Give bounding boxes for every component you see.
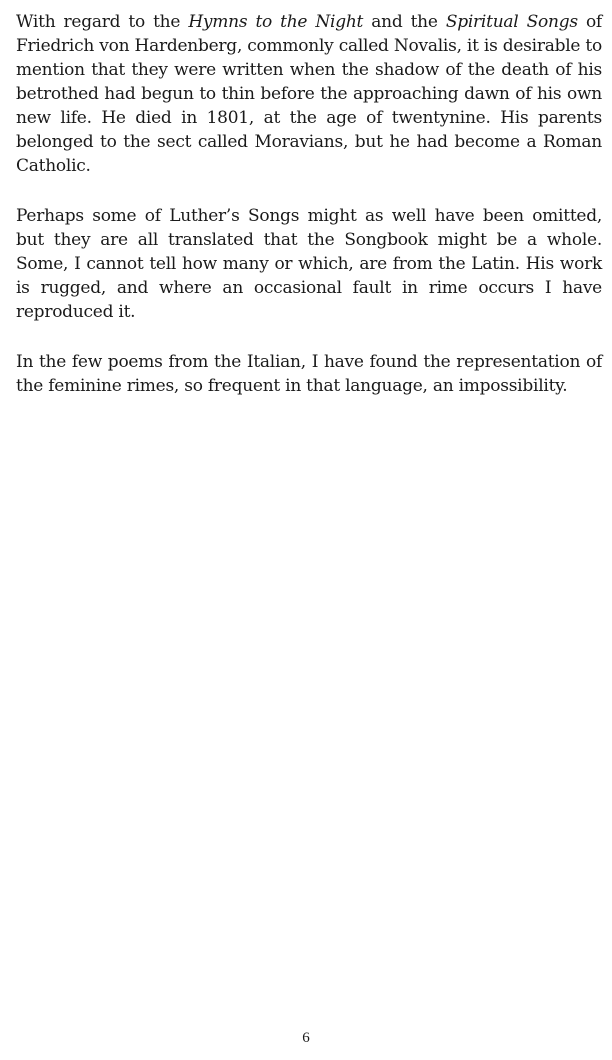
title-hymns-to-the-night: Hymns to the Night [188,12,364,32]
title-spiritual-songs: Spiritual Songs [445,12,578,32]
page-number: 6 [302,1030,310,1046]
page-body [16,10,602,424]
paragraph-novalis-conjunction: and the [363,12,446,32]
paragraph-novalis-intro: With regard to the [16,12,189,32]
paragraph-novalis [16,10,602,178]
paragraph-novalis-body: of Friedrich von Hardenberg, commonly called Novalis, it is desirable to mention that they were written when the shadow of the death of his betrothed had begun to thin before the approaching dawn of his own new life. He died in 1801, at the age of twentynine. His parents belonged to the sect called Moravians, but he had become a Roman Catholic. [16,12,602,176]
paragraph-italian: In the few poems from the Italian, I have found the representation of the feminine rimes, so frequent in that language, an impossibility. [16,352,602,396]
paragraph-luther: Perhaps some of Luther’s Songs might as well have been omitted, but they are all translated that the Songbook might be a whole. Some, I cannot tell how many or which, are from the Latin. His work is rugged, and where an occasional fault in rime occurs I have reproduced it. [16,206,602,322]
